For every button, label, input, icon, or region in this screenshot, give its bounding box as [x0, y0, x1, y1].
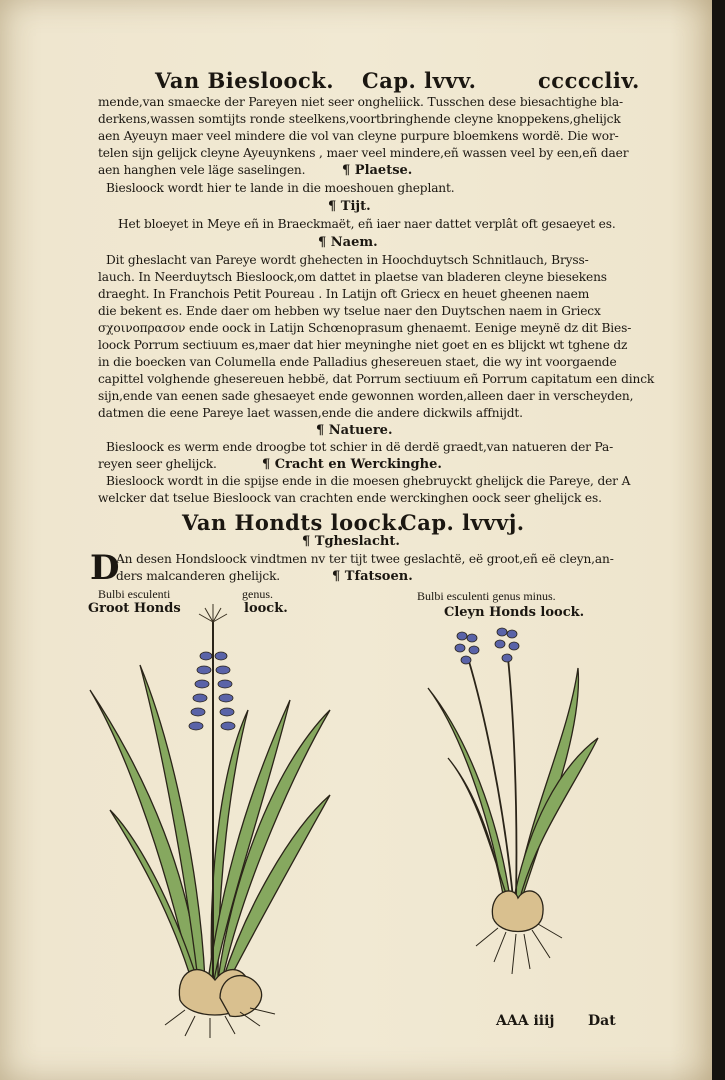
heading-text: Plaetse.	[354, 163, 413, 178]
text-line: mende,van smaecke der Pareyen niet seer ongheliick. Tusschen dese biesachtighe bla-	[98, 95, 624, 109]
text-line: derkens,wassen somtijts ronde steelkens,voortbringhende cleyne knoppekens,ghelijck	[98, 112, 621, 126]
figure-left-latin: Bulbi esculenti	[98, 587, 171, 601]
text-line: Dit gheslacht van Pareye wordt ghehecten in Hoochduytsch Schnitlauch, Bryss-	[106, 253, 589, 267]
text-line: telen sijn gelijck cleyne Ayeuynkens , maer veel mindere,eñ wassen veel by een,eñ daer	[98, 146, 629, 160]
drop-cap: D	[90, 548, 120, 588]
heading-text: Natuere.	[328, 423, 393, 438]
text-line: loock Porrum sectiuum es,maer dat hier meyninghe niet goet en es blijckt wt tghene dz	[98, 338, 628, 352]
signature-mark: AAA iiij	[496, 1013, 555, 1029]
text-line: capittel volghende ghesereuen hebbë, dat Porrum sectiuum eñ Porrum capitatum een dinck	[98, 372, 655, 386]
section-heading-naem: ¶ Naem.	[318, 235, 378, 250]
heading-text: Tfatsoen.	[344, 569, 413, 584]
heading-text: Tijt.	[340, 199, 371, 214]
text-line: lauch. In Neerduytsch Biesloock,om dattet in plaetse van bladeren cleyne biesekens	[98, 270, 607, 284]
large-grape-hyacinth-woodcut	[80, 580, 350, 1040]
chapter-title-2: Van Hondts loock.	[182, 510, 405, 535]
section-heading-cracht: ¶ Cracht en Werckinghe.	[262, 457, 442, 472]
text-line: die bekent es. Ende daer om hebben wy tselue naer den Duytschen naem in Griecx	[98, 304, 601, 318]
small-grape-hyacinth-woodcut	[418, 618, 603, 1008]
figure-right-latin: Bulbi esculenti genus minus.	[417, 589, 556, 603]
section-heading-natuere: ¶ Natuere.	[316, 423, 393, 438]
figure-left-caption: Groot Honds	[88, 601, 181, 616]
text-line: σχοινοπρασον ende oock in Latijn Schœnoprasum ghenaemt. Eenige meynë dz dit Bies-	[98, 321, 632, 335]
catchword: Dat	[588, 1013, 616, 1029]
chapter-number: Cap. lvvv.	[362, 68, 477, 93]
text-line: Biesloock wordt in die spijse ende in die moesen ghebruyckt ghelijck die Pareye, der A	[106, 474, 631, 488]
section-heading-plaetse: ¶ Plaetse.	[342, 163, 413, 178]
heading-text: Naem.	[330, 235, 378, 250]
figure-right-caption: Cleyn Honds loock.	[444, 605, 585, 620]
figure-left-latin-2: genus.	[242, 587, 273, 601]
folio-number: cccccliv.	[538, 68, 640, 93]
section-heading-gheslacht: ¶ Tgheslacht.	[302, 534, 400, 549]
text-line: An desen Hondsloock vindtmen nv ter tijt twee geslachtë, eë groot,eñ eë cleyn,an-	[116, 552, 614, 566]
text-line: aen hanghen vele läge saselingen.	[98, 163, 306, 177]
text-line: sijn,ende van eenen sade ghesaeyet ende gewonnen worden,alleen daer in verscheyden,	[98, 389, 634, 403]
text-line: welcker dat tselue Biesloock van crachten ende werckinghen oock seer ghelijck es.	[98, 491, 602, 505]
text-line: in die boecken van Columella ende Palladius ghesereuen staet, die wy int voorgaende	[98, 355, 617, 369]
text-line: reyen seer ghelijck.	[98, 457, 217, 471]
text-line: Het bloeyet in Meye eñ in Braeckmaët, eñ iaer naer dattet verplât oft gesaeyet es.	[118, 217, 616, 231]
text-line: draeght. In Franchois Petit Poureau . In Latijn oft Griecx en heuet gheenen naem	[98, 287, 590, 301]
section-heading-fatsoen: ¶ Tfatsoen.	[332, 569, 413, 584]
text-line: Biesloock wordt hier te lande in die moeshouen gheplant.	[106, 181, 455, 195]
chapter-number-2: Cap. lvvvj.	[400, 510, 525, 535]
heading-text: Cracht en Werckinghe.	[274, 457, 442, 472]
chapter-title: Van Biesloock.	[155, 68, 335, 93]
text-line: aen Ayeuyn maer veel mindere die vol van cleyne purpure bloemkens wordë. Die wor-	[98, 129, 619, 143]
section-heading-tijt: ¶ Tijt.	[328, 199, 371, 214]
heading-text: Tgheslacht.	[314, 534, 400, 549]
text-line: ders malcanderen ghelijck.	[116, 569, 281, 583]
figure-left-caption-2: loock.	[244, 601, 288, 616]
text-line: datmen die eene Pareye laet wassen,ende die andere dickwils affnijdt.	[98, 406, 523, 420]
page-edge-shadow	[712, 0, 725, 1080]
text-line: Biesloock es werm ende droogbe tot schier in dë derdë graedt,van natueren der Pa-	[106, 440, 614, 454]
